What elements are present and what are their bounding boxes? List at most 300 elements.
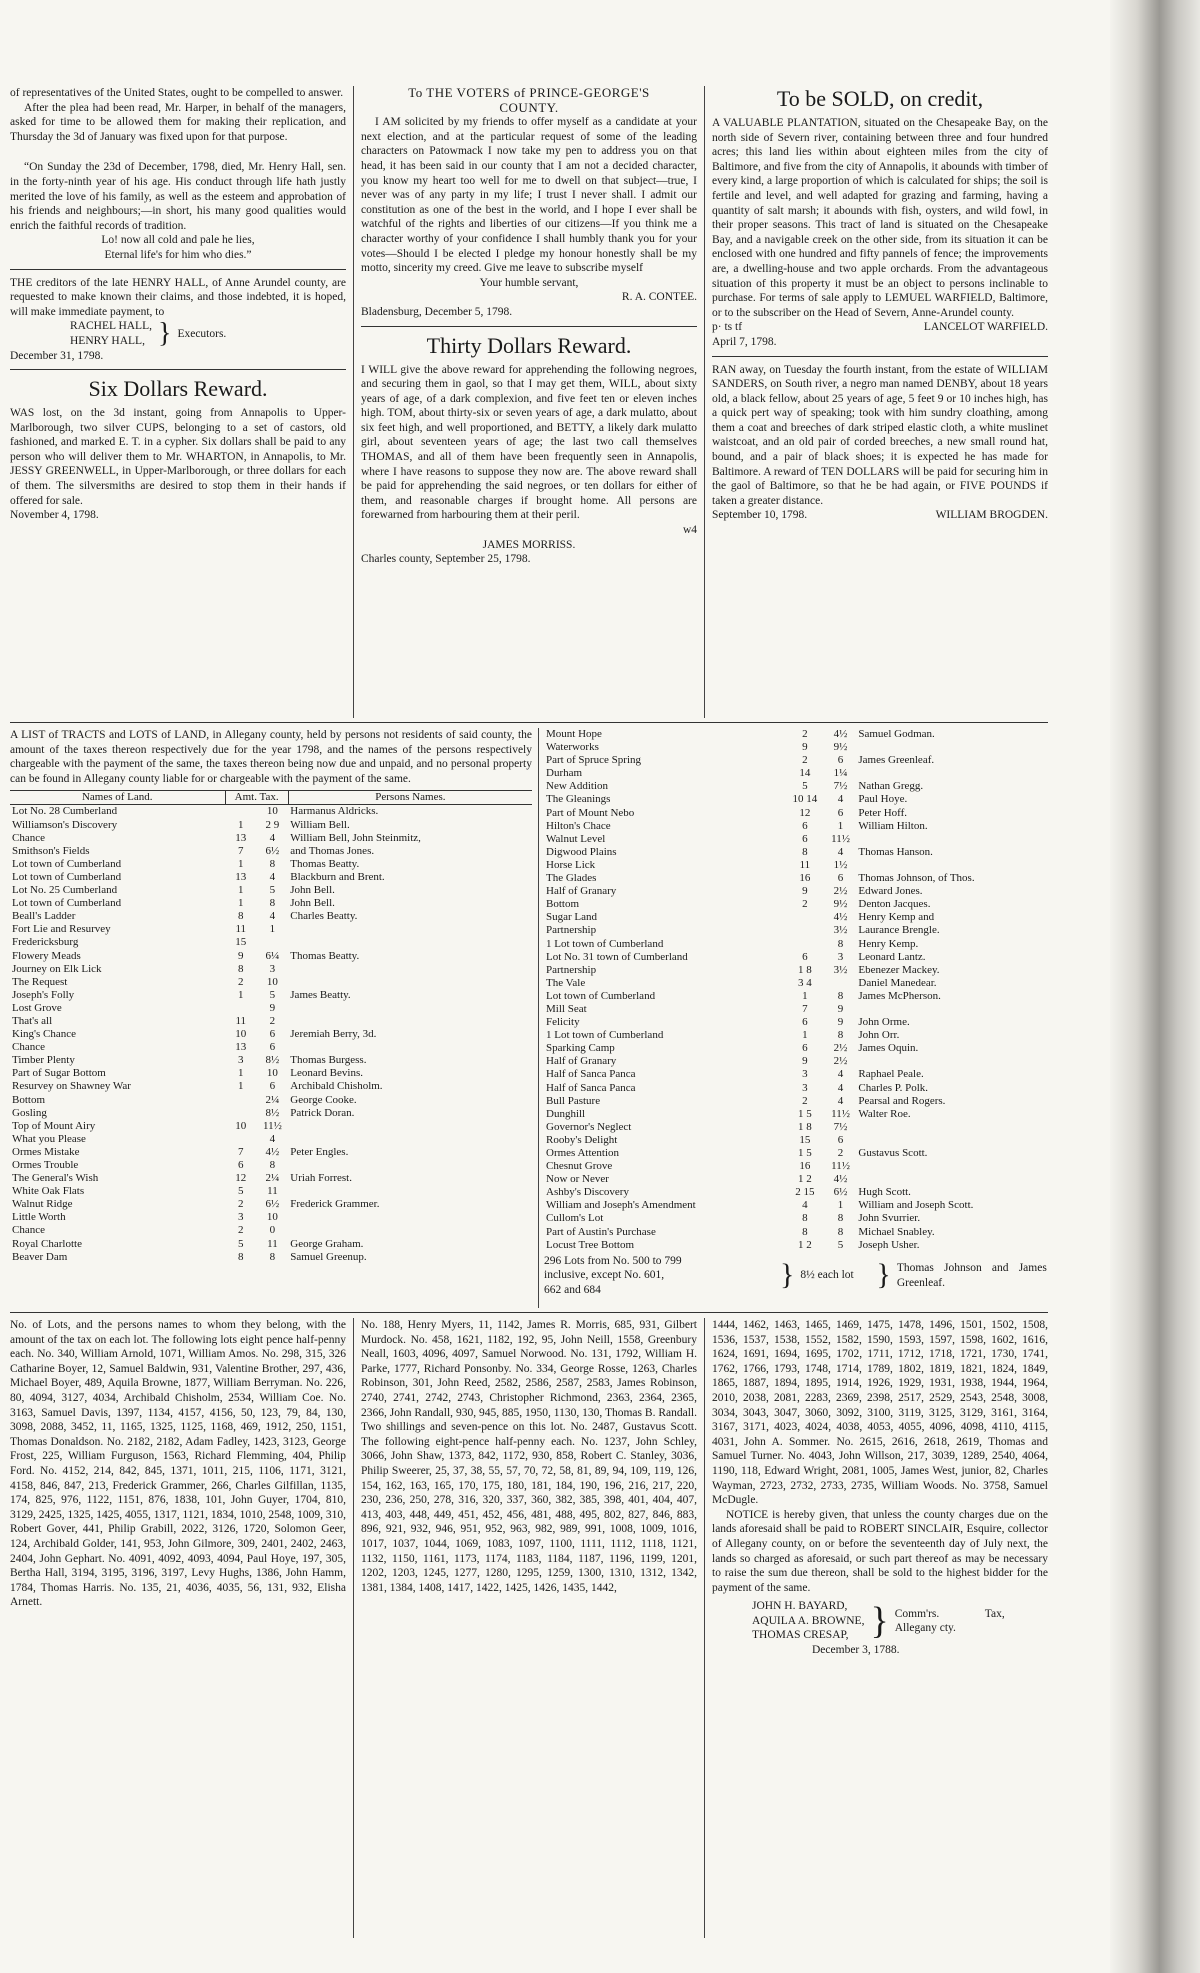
tract-shillings: 5: [802, 780, 808, 793]
tract-pence: 6: [837, 806, 844, 819]
thirty-dollars-body: I WILL give the above reward for apprehending the following negroes, and securing them in gaol, so that I may get them, WILL, about sixty years of age, of a dark complexion, and five feet ten or eleven inches high. TOM, about thirty-six or seven years of age, a dark mulatto, about six feet high, and well proportioned, and BETTY, a likely dark mulatto girl, about seventeen years of age; the last two call themselves THOMAS, and all of them have been frequently seen in Annapolis, where I have reasons to suppose they now are. The above reward shall be paid for apprehending the said negroes, or ten dollars for either of them, and reasonable charges if brought home. All persons are forewarned from harbouring them at their peril.: [361, 363, 697, 522]
six-dollars-body: WAS lost, on the 3d instant, going from Annapolis to Upper-Marlborough, two silver CUPS, belonging to a set of castors, old fashioned, and marked E. T. in a cypher. Six dollars shall be paid to any person who will deliver them to Mr. WHARTON, in Annapolis, to Mr. JESSY GREENWELL, in Upper-Marlborough, or three dollars for each of them. The silversmiths are desired to stop them in their hands if offered for sale.: [10, 407, 346, 507]
tract-name: Part of Austin's Purchase: [546, 1225, 656, 1238]
tract-row: [10, 1251, 532, 1264]
tract-pence: 6½: [265, 844, 280, 857]
tract-row: [544, 964, 1048, 977]
impeachment-text-1: of representatives of the United States, ought to be compelled to answer.: [10, 87, 344, 99]
tract-row: [10, 1224, 532, 1237]
tract-pence: 3: [269, 962, 276, 975]
tract-name: Hilton's Chace: [546, 819, 611, 832]
tract-owner: [288, 1224, 532, 1237]
brace: }: [157, 317, 172, 349]
tract-name: Mount Hope: [546, 728, 602, 740]
tract-owner: Leonard Lantz.: [858, 950, 926, 963]
tract-owner: Uriah Forrest.: [290, 1172, 352, 1185]
tract-row: [544, 911, 1048, 924]
tracts-header: [10, 791, 532, 805]
tract-owner: [856, 833, 1048, 846]
tract-shillings: 6: [802, 1042, 808, 1055]
tract-pence: 10: [266, 1211, 278, 1224]
tract-name: The Request: [12, 975, 68, 988]
tract-shillings: 3: [802, 1081, 808, 1094]
tract-name: Ormes Attention: [546, 1147, 620, 1159]
tract-pence: 10: [266, 805, 278, 818]
runaway-signature: WILLIAM BROGDEN.: [935, 509, 1048, 522]
tract-row: [10, 1211, 532, 1224]
tract-pence: 11½: [831, 1107, 850, 1120]
tract-shillings: 1: [802, 989, 808, 1002]
header-persons: Persons Names.: [288, 791, 532, 805]
tract-owner: [288, 936, 532, 949]
tract-name: Gosling: [12, 1106, 47, 1119]
page-edge: [1110, 0, 1200, 1973]
tract-pence: 4: [269, 910, 276, 923]
section-rule: [10, 1312, 1048, 1313]
tract-owner: William and Joseph Scott.: [858, 1199, 974, 1212]
tract-owner: [288, 1185, 532, 1198]
lots-owners: Thomas Johnson and James Greenleaf.: [896, 1262, 1047, 1289]
tract-shillings: 10: [235, 1119, 247, 1132]
tract-owner: Paul Hoye.: [858, 793, 908, 806]
tract-row: [10, 884, 532, 897]
sold-signature: LANCELOT WARFIELD.: [923, 321, 1048, 334]
section-rule: [10, 722, 1048, 723]
tract-pence: 2¼: [265, 1172, 280, 1185]
tract-shillings: 13: [235, 831, 247, 844]
tract-shillings: 1: [238, 857, 244, 870]
tract-pence: 2 9: [265, 818, 280, 831]
tract-shillings: 8: [802, 1225, 808, 1238]
column-3: [712, 86, 1048, 523]
tract-owner: Thomas Hanson.: [858, 845, 933, 858]
tract-row: [10, 805, 532, 819]
tract-shillings: 2: [802, 754, 808, 767]
tract-owner: [288, 1211, 532, 1224]
tract-shillings: 16: [799, 1160, 811, 1173]
tract-name: Lot town of Cumberland: [12, 870, 122, 883]
tract-shillings: 9: [238, 949, 244, 962]
tract-name: Half of Granary: [546, 1055, 617, 1068]
tract-owner: Patrick Doran.: [290, 1106, 355, 1119]
tract-shillings: 2: [238, 975, 244, 988]
tract-row: [544, 1082, 1048, 1095]
tract-row: [10, 963, 532, 976]
tract-owner: John Orr.: [858, 1029, 900, 1042]
divider: [10, 369, 346, 370]
tract-row: [10, 1067, 532, 1080]
tracts-left: [10, 728, 532, 1264]
tract-shillings: 3: [238, 1211, 244, 1224]
tract-name: Bull Pasture: [546, 1094, 601, 1107]
tract-pence: 2½: [833, 1042, 848, 1055]
tract-name: Bottom: [12, 1093, 46, 1106]
lots-column-3: [712, 1318, 1048, 1658]
tract-row: [544, 741, 1048, 754]
sold-footer: [712, 320, 1048, 335]
tract-owner: Thomas Burgess.: [290, 1054, 367, 1067]
tract-shillings: [225, 805, 257, 819]
runaway-body: RAN away, on Tuesday the fourth instant, from the estate of WILLIAM SANDERS, on South river, a negro man named DENBY, about 18 years old, a black fellow, about 25 years of age, 5 feet 9 or 10 inches high, has a quick pert way of speaking; took with him sundry cloathing, among them a coat and breeches of dark striped elastic cloth, a white muslinet waistcoat, and an old pair of corded breeches, a new small round hat, bound, and a pair of black shoes; it is expected he has made for Baltimore. A reward of TEN DOLLARS will be paid for securing him in the gaol of Baltimore, so that he be had again, or FIVE POUNDS if taken a greater distance.: [712, 363, 1048, 507]
tract-row: [544, 1095, 1048, 1108]
tract-shillings: 1: [238, 897, 244, 910]
tract-pence: 6: [837, 872, 844, 885]
tract-pence: 5: [837, 1238, 844, 1251]
tract-pence: 4: [269, 870, 276, 883]
tract-shillings: 1 8: [798, 963, 812, 976]
tract-row: [544, 1068, 1048, 1081]
tract-row: [544, 859, 1048, 872]
brace: }: [870, 1600, 889, 1643]
tract-name: Half of Sanca Panca: [546, 1068, 636, 1081]
tract-pence: 4: [269, 831, 276, 844]
voters-heading: To THE VOTERS of PRINCE-GEORGE'S: [408, 85, 650, 100]
tract-name: Fredericksburg: [12, 936, 79, 949]
column-2: [361, 86, 697, 567]
tract-shillings: 11: [235, 1014, 247, 1027]
tract-row: [544, 872, 1048, 885]
tract-row: [10, 1080, 532, 1093]
tract-shillings: 8: [238, 910, 244, 923]
tract-shillings: 5: [238, 1185, 244, 1198]
tract-owner: Thomas Beatty.: [290, 949, 360, 962]
tract-name: 1 Lot town of Cumberland: [546, 937, 664, 950]
tract-name: Royal Charlotte: [12, 1237, 82, 1250]
thirty-dollars-date: Charles county, September 25, 1798.: [361, 553, 531, 566]
tract-name: Chance: [12, 1041, 45, 1054]
commissioner-browne: AQUILA A. BROWNE,: [752, 1614, 865, 1627]
tract-shillings: 1: [802, 1029, 808, 1042]
tract-row: [544, 1003, 1048, 1016]
tract-pence: 11½: [831, 1160, 850, 1173]
tract-row: [10, 989, 532, 1002]
tract-shillings: 6: [802, 832, 808, 845]
divider: [361, 326, 697, 327]
tract-shillings: 4: [802, 1199, 808, 1212]
tract-owner: Edward Jones.: [858, 885, 923, 898]
tract-owner: Thomas Beatty.: [290, 857, 360, 870]
tract-shillings: 8: [238, 1250, 244, 1263]
column-rule: [704, 86, 705, 718]
header-land: Names of Land.: [10, 791, 225, 805]
verse-line-1: Lo! now all cold and pale he lies,: [101, 234, 255, 247]
tract-pence: 1½: [833, 858, 848, 871]
tract-row: [544, 820, 1048, 833]
tract-name: Lot No. 25 Cumberland: [12, 884, 118, 897]
tract-pence: 7½: [833, 780, 848, 793]
tract-row: [544, 754, 1048, 767]
tract-shillings: 8: [802, 845, 808, 858]
hall-notice: THE creditors of the late HENRY HALL, of Anne Arundel county, are requested to make known their claims, and those indebted, it is hoped, will make immediate payment, to: [10, 276, 346, 318]
tract-shillings: 1 8: [798, 1120, 812, 1133]
column-1: [10, 86, 346, 523]
executors-block: [10, 319, 346, 348]
tract-name: Smithson's Fields: [12, 844, 90, 857]
tract-row: [10, 845, 532, 858]
tract-shillings: 1: [238, 818, 244, 831]
tract-name: Joseph's Folly: [12, 988, 75, 1001]
tract-row: [544, 1029, 1048, 1042]
impeachment-text-2: After the plea had been read, Mr. Harper, in behalf of the managers, asked for time to be allowed them for making their replication, and Thursday the 3d of January was fixed upon for that purpose.: [10, 101, 346, 143]
tract-row: [544, 1147, 1048, 1160]
tract-row: [10, 910, 532, 923]
tract-row: [10, 1028, 532, 1041]
tract-owner: Charles Beatty.: [290, 910, 358, 923]
tract-pence: 4: [269, 1132, 276, 1145]
tract-owner: Walter Roe.: [858, 1107, 911, 1120]
tract-owner: [856, 1160, 1048, 1173]
tract-owner: [288, 1133, 532, 1146]
tract-name: Partnership: [546, 924, 597, 937]
tract-row: [10, 1198, 532, 1211]
thirty-dollars-mark: w4: [682, 524, 697, 537]
tract-name: Williamson's Discovery: [12, 818, 118, 831]
thirty-dollars-heading: Thirty Dollars Reward.: [426, 332, 632, 358]
tract-owner: Charles P. Polk.: [858, 1081, 929, 1094]
tract-name: Ormes Trouble: [12, 1159, 79, 1171]
tract-pence: 6: [837, 1133, 844, 1146]
sold-heading: To be SOLD, on credit,: [776, 86, 984, 111]
runaway-footer: [712, 508, 1048, 523]
tract-row: [10, 871, 532, 884]
tract-owner: George Cooke.: [290, 1093, 357, 1106]
tract-pence: 4: [837, 845, 844, 858]
tract-owner: John Bell.: [290, 884, 335, 897]
tract-owner: Pearsal and Rogers.: [858, 1094, 946, 1107]
tract-name: Waterworks: [546, 741, 599, 754]
tract-row: [10, 1120, 532, 1133]
tract-owner: Ebenezer Mackey.: [858, 963, 940, 976]
tract-row: [10, 936, 532, 949]
tract-name: Horse Lick: [546, 858, 596, 871]
tract-pence: 9: [837, 1002, 844, 1015]
tract-shillings: 6: [802, 819, 808, 832]
tract-name: Felicity: [546, 1016, 580, 1029]
tract-row: [10, 858, 532, 871]
six-dollars-heading: Six Dollars Reward.: [88, 376, 268, 402]
column-rule: [353, 1318, 354, 1938]
tract-name: Lot No. 31 town of Cumberland: [546, 950, 688, 963]
tract-shillings: 9: [802, 1055, 808, 1068]
tract-row: [10, 1146, 532, 1159]
tract-shillings: 9: [802, 741, 808, 754]
tract-name: Top of Mount Airy: [12, 1119, 96, 1132]
tracts-table-left: [10, 790, 532, 1263]
tract-name: Journey on Elk Lick: [12, 962, 102, 975]
tract-pence: 11: [267, 1185, 278, 1198]
tract-owner: John Bell.: [290, 897, 335, 910]
brace: }: [780, 1258, 795, 1292]
thirty-dollars-signature: JAMES MORRISS.: [482, 538, 576, 551]
tract-name: Fort Lie and Resurvey: [12, 923, 111, 936]
tract-pence: 11½: [262, 1119, 282, 1132]
tract-name: Ashby's Discovery: [546, 1186, 629, 1199]
tract-row: [10, 1159, 532, 1172]
tract-owner: James McPherson.: [858, 989, 941, 1002]
tract-pence: 6: [837, 754, 844, 767]
tract-owner: Henry Kemp.: [858, 937, 919, 950]
tract-owner: [288, 923, 532, 936]
tract-shillings: 16: [799, 872, 811, 885]
tract-shillings: 12: [235, 1172, 247, 1185]
tract-shillings: 13: [235, 870, 247, 883]
tract-pence: 1¼: [833, 767, 848, 780]
tract-owner: James Oquin.: [858, 1042, 919, 1055]
tract-name: What you Please: [12, 1132, 86, 1145]
tract-shillings: 12: [799, 806, 811, 819]
tract-owner: Hugh Scott.: [858, 1186, 911, 1199]
tract-owner: Blackburn and Brent.: [290, 870, 385, 883]
tract-name: Half of Granary: [546, 885, 617, 898]
tract-pence: [257, 936, 289, 949]
tract-pence: 10: [266, 975, 278, 988]
tract-name: Now or Never: [546, 1173, 609, 1186]
tract-pence: 9: [837, 1016, 844, 1029]
lots-range-line-3: 662 and 684: [544, 1283, 601, 1296]
hall-date: December 31, 1798.: [10, 349, 104, 362]
tract-owner: Samuel Greenup.: [290, 1250, 367, 1263]
six-dollars-date: November 4, 1798.: [10, 509, 99, 522]
tract-name: 1 Lot town of Cumberland: [546, 1029, 664, 1042]
tract-pence: 2¼: [265, 1093, 280, 1106]
tract-pence: 5: [269, 884, 276, 897]
tract-name: Ormes Mistake: [12, 1145, 80, 1158]
tract-name: Digwood Plains: [546, 845, 617, 858]
tract-shillings: [225, 1107, 257, 1120]
tract-pence: 9: [269, 1001, 276, 1014]
tract-owner: John Svurrier.: [858, 1212, 921, 1225]
tract-owner: and Thomas Jones.: [290, 844, 375, 857]
tract-row: [544, 846, 1048, 859]
tract-row: [544, 1121, 1048, 1134]
tract-owner: Frederick Grammer.: [290, 1198, 380, 1211]
tract-shillings: 2 15: [795, 1186, 815, 1199]
tract-row: [544, 1160, 1048, 1173]
tract-row: [544, 938, 1048, 951]
tracts-table-right: [544, 728, 1048, 1252]
tract-owner: William Hilton.: [858, 819, 928, 832]
tract-row: [10, 897, 532, 910]
tract-owner: [288, 963, 532, 976]
tract-pence: 1: [837, 1199, 844, 1212]
tract-name: Flowery Meads: [12, 949, 81, 962]
tract-pence: 2½: [833, 885, 848, 898]
tract-shillings: 2: [238, 1224, 244, 1237]
tract-name: The General's Wish: [12, 1172, 99, 1185]
tract-owner: [856, 767, 1048, 780]
tract-name: Lost Grove: [12, 1001, 62, 1014]
tract-owner: Jeremiah Berry, 3d.: [290, 1028, 377, 1041]
lots-text-3: 1444, 1462, 1463, 1465, 1469, 1475, 1478, 1496, 1501, 1502, 1508, 1536, 1537, 1538, 1552, 1582, 1590, 1593, 1597, 1598, 1602, 1616, 1624, 1691, 1694, 1695, 1702, 1711, 1712, 1718, 1721, 1730, 1741, 1762, 1766, 1793, 1748, 1714, 1789, 1802, 1819, 1821, 1824, 1849, 1865, 1887, 1894, 1895, 1914, 1926, 1929, 1931, 1938, 1944, 1964, 2010, 2038, 2081, 2283, 2369, 2398, 2517, 2529, 2543, 2548, 3008, 3034, 3043, 3047, 3060, 3092, 3100, 3119, 3125, 3129, 3161, 3164, 3167, 3171, 4023, 4024, 4038, 4053, 4055, 4096, 4098, 4110, 4115, 4031, John A. Sommer. No. 2615, 2616, 2618, 2619, Thomas and Samuel Turner. No. 4043, John Willson, 217, 3039, 1289, 2540, 4064, 1190, 118, Edward Wright, 2081, 1005, James West, junior, 82, Charles Wayman, 2723, 2732, 2733, 2735, William Woods. No. 3758, Samuel McDugle.: [712, 1319, 1048, 1507]
tract-row: [10, 1054, 532, 1067]
tract-shillings: 10: [235, 1028, 247, 1041]
tract-row: [544, 780, 1048, 793]
tract-name: Cullom's Lot: [546, 1212, 604, 1225]
tract-pence: 2: [837, 1147, 844, 1159]
tract-row: [544, 1212, 1048, 1225]
tract-row: [544, 793, 1048, 806]
tract-pence: 6: [269, 1041, 276, 1054]
tract-shillings: 8: [238, 962, 244, 975]
tract-row: [544, 1016, 1048, 1029]
tract-shillings: 9: [802, 885, 808, 898]
tract-name: That's all: [12, 1014, 53, 1027]
tract-pence: 3½: [833, 924, 848, 937]
tract-pence: 8: [837, 1029, 844, 1042]
tract-owner: Leonard Bevins.: [290, 1067, 363, 1080]
tract-shillings: 1: [238, 884, 244, 897]
tract-shillings: 7: [238, 1145, 244, 1158]
tract-shillings: [785, 911, 825, 924]
tract-owner: [288, 1159, 532, 1172]
tract-name: New Addition: [546, 780, 609, 793]
tract-owner: Laurance Brengle.: [858, 924, 940, 937]
tract-name: Sparking Camp: [546, 1042, 615, 1055]
tract-shillings: 1 5: [798, 1107, 812, 1120]
divider: [712, 356, 1048, 357]
tract-owner: Nathan Gregg.: [858, 780, 924, 793]
tract-pence: 0: [269, 1224, 276, 1237]
tract-pence: 11½: [831, 832, 850, 845]
tract-pence: 8: [837, 1212, 844, 1225]
tract-name: Partnership: [546, 963, 597, 976]
tract-owner: Samuel Godman.: [858, 728, 935, 740]
tract-row: [544, 807, 1048, 820]
tract-row: [10, 1107, 532, 1120]
tract-owner: [856, 1003, 1048, 1016]
tract-shillings: 7: [238, 844, 244, 857]
tract-name: Bottom: [546, 898, 580, 911]
tract-name: Walnut Level: [546, 832, 606, 845]
tract-name: Chance: [12, 831, 45, 844]
tract-shillings: 6: [802, 950, 808, 963]
tract-row: [544, 728, 1048, 741]
tract-row: [10, 923, 532, 936]
tract-name: Lot town of Cumberland: [12, 857, 122, 870]
tract-owner: [856, 1055, 1048, 1068]
tract-owner: John Orme.: [858, 1016, 910, 1029]
sold-body: A VALUABLE PLANTATION, situated on the Chesapeake Bay, on the north side of Severn river, containing between three and four hundred acres; this land lies within about eighteen miles from the city of Baltimore, and five from the city of Annapolis, it abounds with timber of every kind, a large proportion of which is calculated for ships; the soil is fertile and level, and well adapted for grazing and farming, having a quantity of salt marsh; it abounds with fish, oysters, and wild fowl, in their proper seasons. This tract of land is situated on the Chesapeake Bay, and a navigable creek on the other side, from its situation it can be enclosed with one hundred and fifty pannels of fence; the improvements are, a dwelling-house and two apple orchards. From the advantageous situation of this property it must be an object to persons inclinable to purchase. For terms of sale apply to LEMUEL WARFIELD, Baltimore, or to the subscriber on the Head of Severn, Anne-Arundel county.: [712, 117, 1048, 319]
tract-owner: Thomas Johnson, of Thos.: [858, 872, 975, 885]
tract-name: Dunghill: [546, 1107, 586, 1120]
tract-row: [544, 977, 1048, 990]
column-rule: [353, 86, 354, 718]
tract-name: Locust Tree Bottom: [546, 1238, 635, 1251]
tract-row: [10, 1133, 532, 1146]
tract-name: Chance: [12, 1224, 45, 1237]
tract-row: [10, 1041, 532, 1054]
tract-owner: Daniel Manedear.: [858, 976, 937, 989]
commissioners-date: December 3, 1788.: [812, 1644, 900, 1657]
brace: }: [876, 1258, 891, 1292]
tract-name: Half of Sanca Panca: [546, 1081, 636, 1094]
tract-row: [544, 1239, 1048, 1252]
executors-label: Executors.: [177, 327, 227, 340]
commissioners-block: [712, 1599, 1048, 1643]
tract-name: Part of Spruce Spring: [546, 754, 642, 767]
tract-owner: [288, 1120, 532, 1133]
tract-pence: 4½: [833, 1173, 848, 1186]
tract-shillings: 1 5: [798, 1147, 812, 1159]
tract-name: Sugar Land: [546, 911, 598, 924]
lots-column-2: [361, 1318, 697, 1595]
tract-row: [10, 1238, 532, 1251]
tract-pence: 1: [837, 819, 844, 832]
tract-pence: 3½: [833, 963, 848, 976]
tract-shillings: 7: [802, 1002, 808, 1015]
tract-shillings: 15: [799, 1133, 811, 1146]
tract-row: [544, 1173, 1048, 1186]
